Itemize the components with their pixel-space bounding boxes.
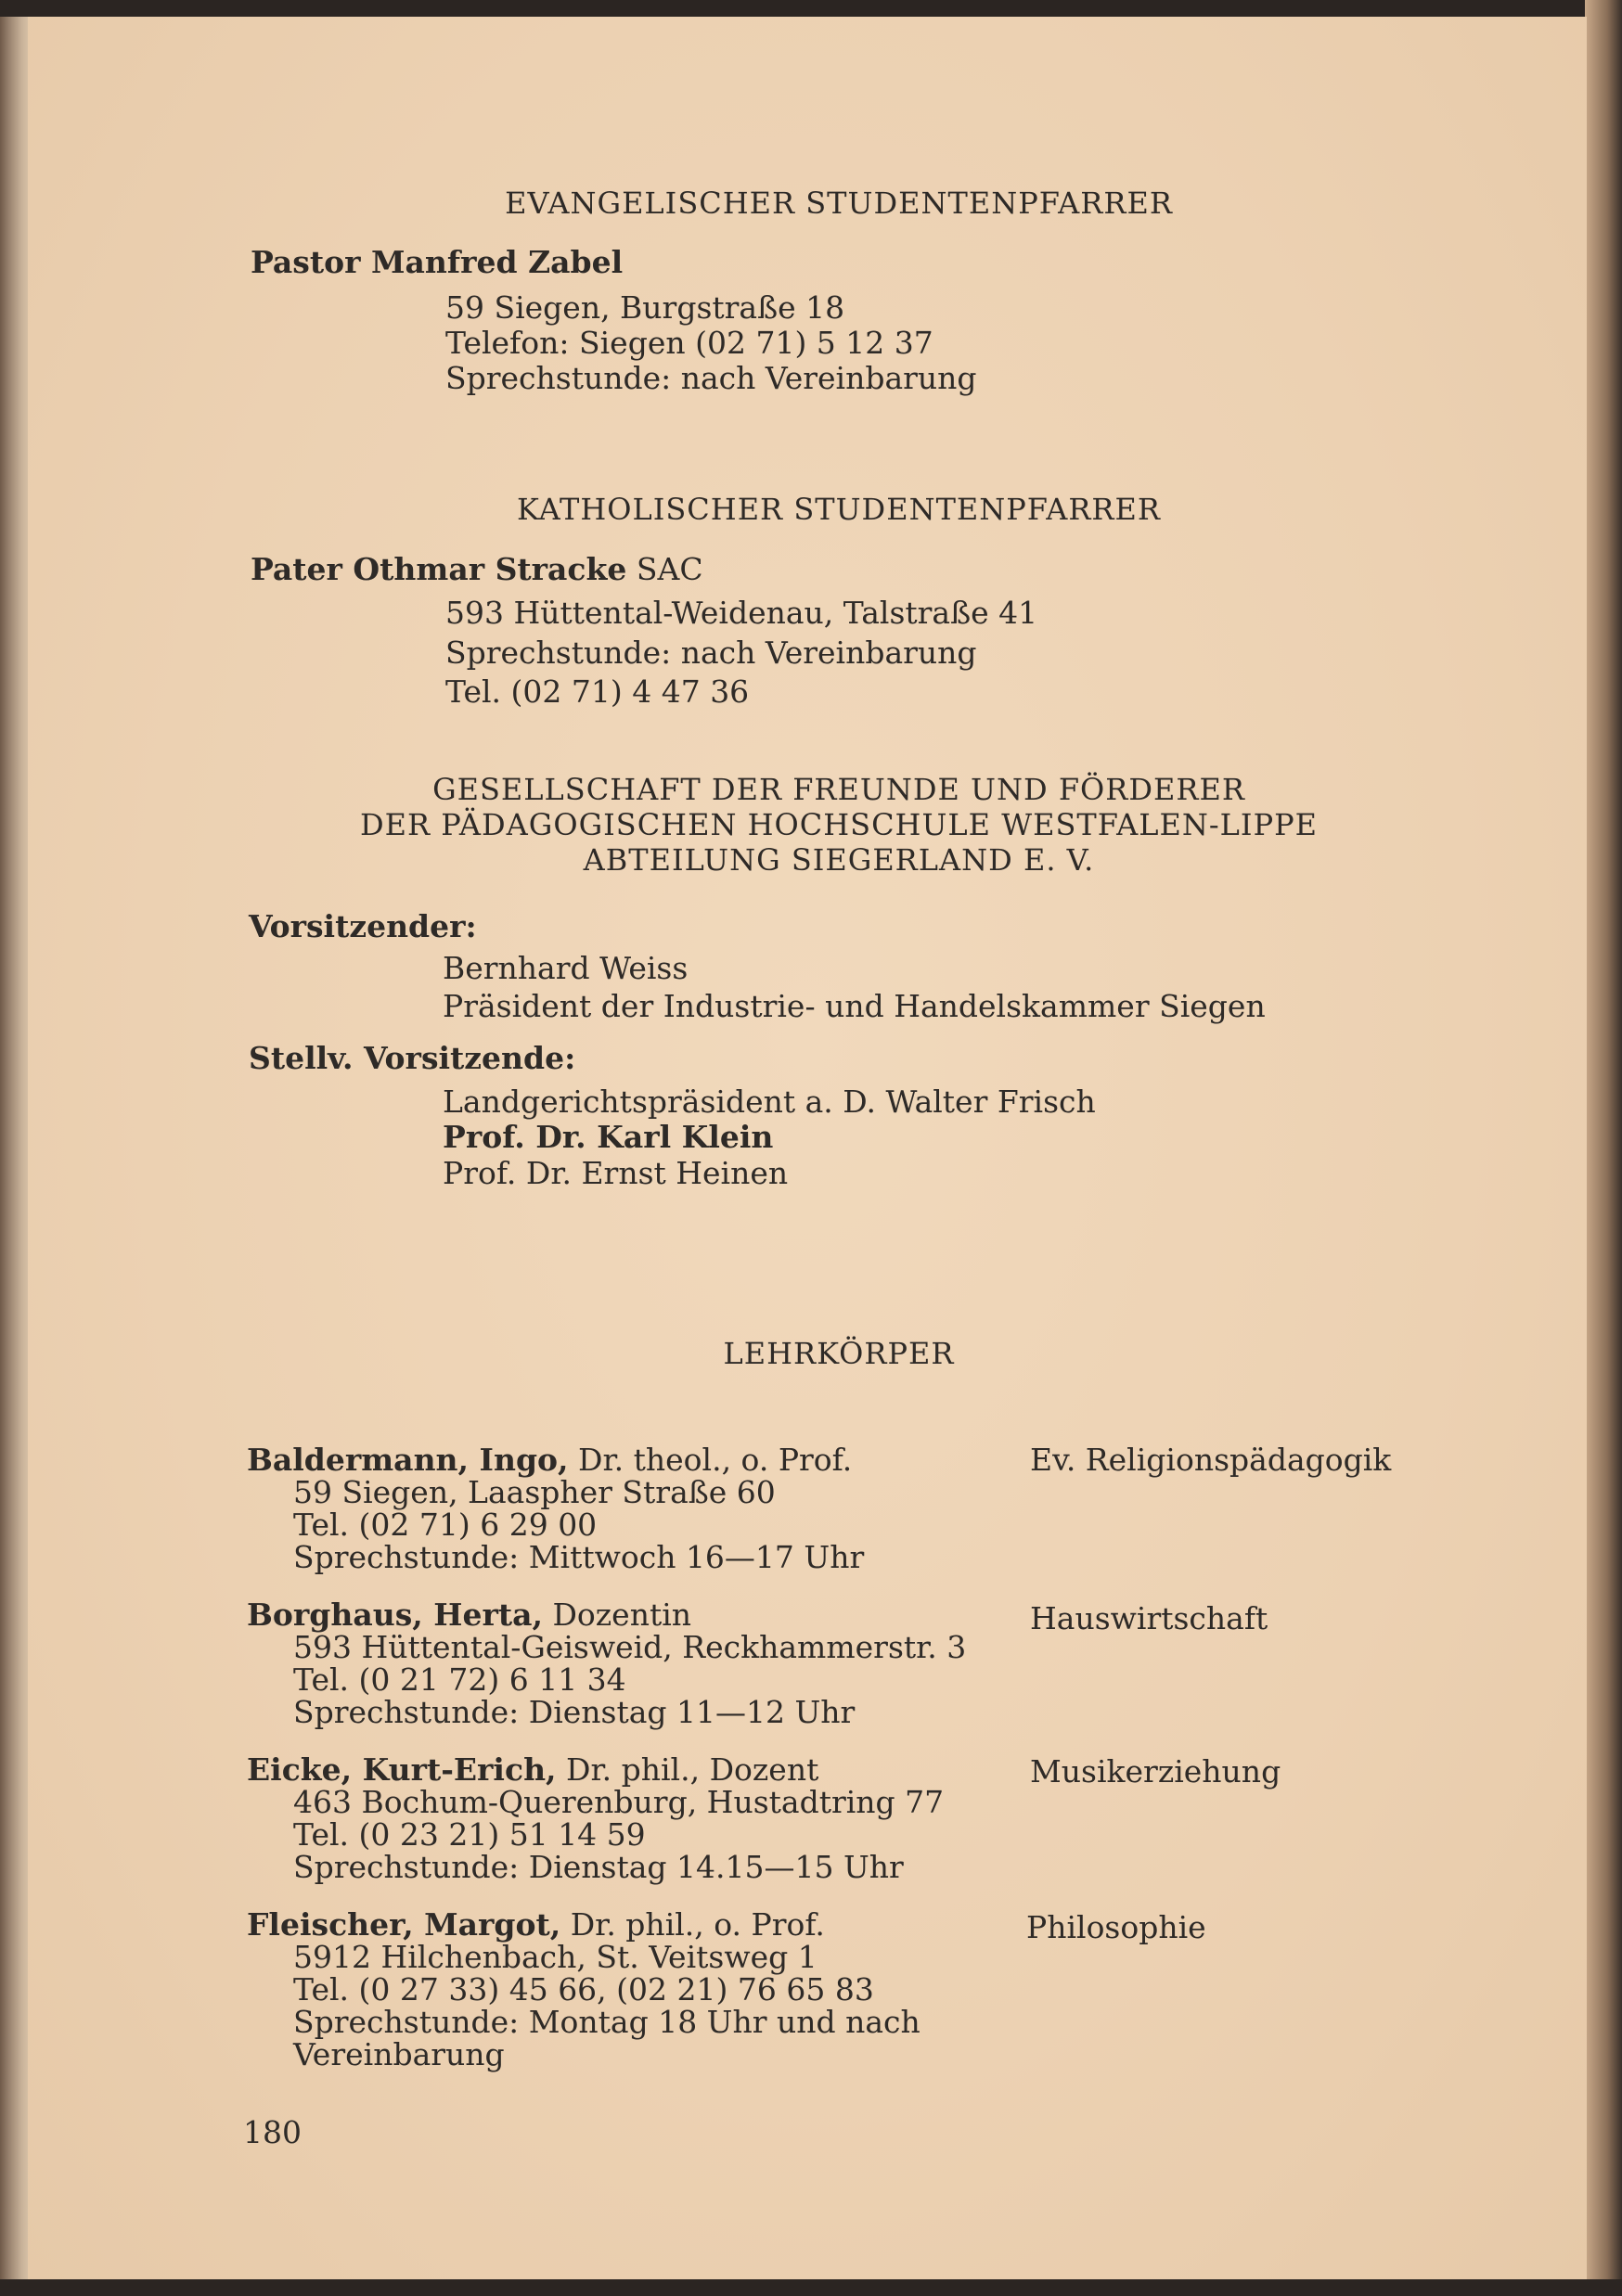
faculty-phone: Tel. (02 71) 6 29 00 [293,1507,598,1543]
scan-border-bottom [0,2279,1622,2296]
chair-role: Präsident der Industrie- und Handelskammer Siegen [443,988,1266,1024]
page-number: 180 [243,2114,302,2150]
faculty-address: 463 Bochum-Querenburg, Hustadtring 77 [293,1784,945,1820]
heading-katholisch: KATHOLISCHER STUDENTENPFARRER [517,492,1161,527]
name-stracke: Pater Othmar Stracke SAC [251,551,703,587]
vice-member: Landgerichtspräsident a. D. Walter Frisch [443,1084,1096,1120]
book-edge-right [1585,0,1622,2296]
faculty-hours: Sprechstunde: Montag 18 Uhr und nach [293,2004,920,2040]
faculty-phone: Tel. (0 27 33) 45 66, (02 21) 76 65 83 [293,1971,874,2007]
heading-gesellschaft-2: DER PÄDAGOGISCHEN HOCHSCHULE WESTFALEN-LIPPE [360,807,1318,842]
office-hours-line: Sprechstunde: nach Vereinbarung [445,360,977,396]
chair-name: Bernhard Weiss [443,950,689,986]
faculty-name-line: Borghaus, Herta, Dozentin [247,1597,692,1633]
faculty-phone: Tel. (0 23 21) 51 14 59 [293,1816,646,1853]
vice-label: Stellv. Vorsitzende: [249,1040,576,1076]
heading-evangelisch: EVANGELISCHER STUDENTENPFARRER [505,186,1173,221]
book-edge-left [0,17,32,2280]
heading-lehrkoerper: LEHRKÖRPER [723,1336,955,1371]
faculty-name-line: Eicke, Kurt-Erich, Dr. phil., Dozent [247,1751,819,1788]
faculty-hours: Sprechstunde: Dienstag 11—12 Uhr [293,1694,856,1730]
faculty-hours: Sprechstunde: Mittwoch 16—17 Uhr [293,1539,865,1575]
faculty-name-line: Baldermann, Ingo, Dr. theol., o. Prof. [247,1442,853,1478]
vice-member: Prof. Dr. Ernst Heinen [443,1155,789,1191]
faculty-subject: Philosophie [1026,1909,1206,1945]
name-zabel: Pastor Manfred Zabel [251,244,624,280]
faculty-hours: Sprechstunde: Dienstag 14.15—15 Uhr [293,1849,904,1885]
vice-member: Prof. Dr. Karl Klein [443,1119,774,1155]
address-line: 59 Siegen, Burgstraße 18 [445,289,845,326]
faculty-address: 59 Siegen, Laaspher Straße 60 [293,1474,776,1510]
faculty-address: 5912 Hilchenbach, St. Veitsweg 1 [293,1939,817,1975]
heading-gesellschaft-1: GESELLSCHAFT DER FREUNDE UND FÖRDERER [432,772,1245,807]
phone-line: Tel. (02 71) 4 47 36 [445,673,750,710]
chair-label: Vorsitzender: [249,908,477,944]
faculty-subject: Hauswirtschaft [1030,1600,1268,1636]
faculty-subject: Ev. Religionspädagogik [1030,1442,1392,1478]
heading-gesellschaft-3: ABTEILUNG SIEGERLAND E. V. [583,842,1095,878]
faculty-subject: Musikerziehung [1030,1753,1281,1789]
phone-line: Telefon: Siegen (02 71) 5 12 37 [445,325,933,361]
faculty-phone: Tel. (0 21 72) 6 11 34 [293,1661,626,1698]
office-hours-line: Sprechstunde: nach Vereinbarung [445,635,977,671]
faculty-hours-continued: Vereinbarung [293,2036,505,2072]
address-line: 593 Hüttental-Weidenau, Talstraße 41 [445,595,1038,631]
faculty-address: 593 Hüttental-Geisweid, Reckhammerstr. 3 [293,1629,967,1665]
faculty-name-line: Fleischer, Margot, Dr. phil., o. Prof. [247,1906,825,1943]
